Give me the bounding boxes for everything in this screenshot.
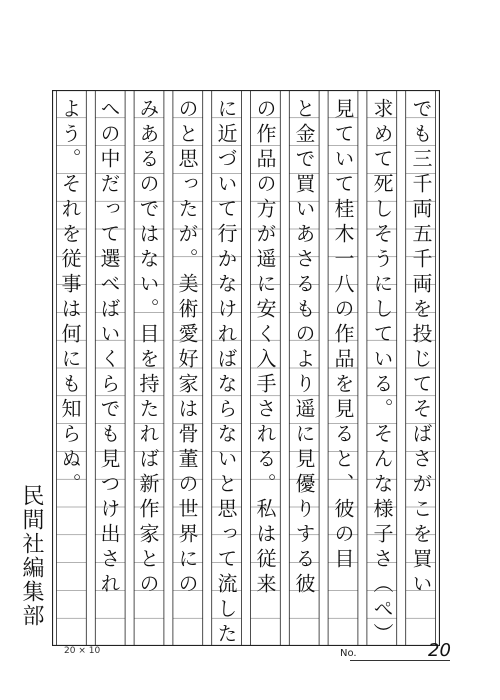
- manuscript-text: [52, 90, 440, 646]
- page-number-label: No.: [340, 648, 357, 659]
- text-column: 求めて死しそうにしている。そんな様子さ（ぺ）: [370, 98, 394, 648]
- grid-format-label: 20 × 10: [64, 646, 101, 656]
- text-column: よう。それを従事は何にも知らぬ。: [58, 98, 82, 498]
- text-column: に近づいて行かなければならないと思って流した: [214, 98, 238, 648]
- text-column: でも三千両五千両を投じてそばさがこを買い: [409, 98, 433, 598]
- text-column: みあるのではない。目を持たれば新作家との: [136, 98, 160, 598]
- text-column: と金で買いあさるものより遥に見優りする彼: [292, 98, 316, 598]
- text-column: の作品の方が遥に安く入手される。私は従来: [253, 98, 277, 598]
- text-column: のと思ったが。美術愛好家は骨董の世界にの: [175, 98, 199, 598]
- page-number: 20: [428, 640, 451, 661]
- text-column: への中だって選べばいくらでも見つけ出され: [97, 98, 121, 598]
- text-column: 見ていて桂木一八の作品を見ると、彼の目: [331, 98, 355, 573]
- publisher-label: 民間社編集部: [19, 484, 44, 628]
